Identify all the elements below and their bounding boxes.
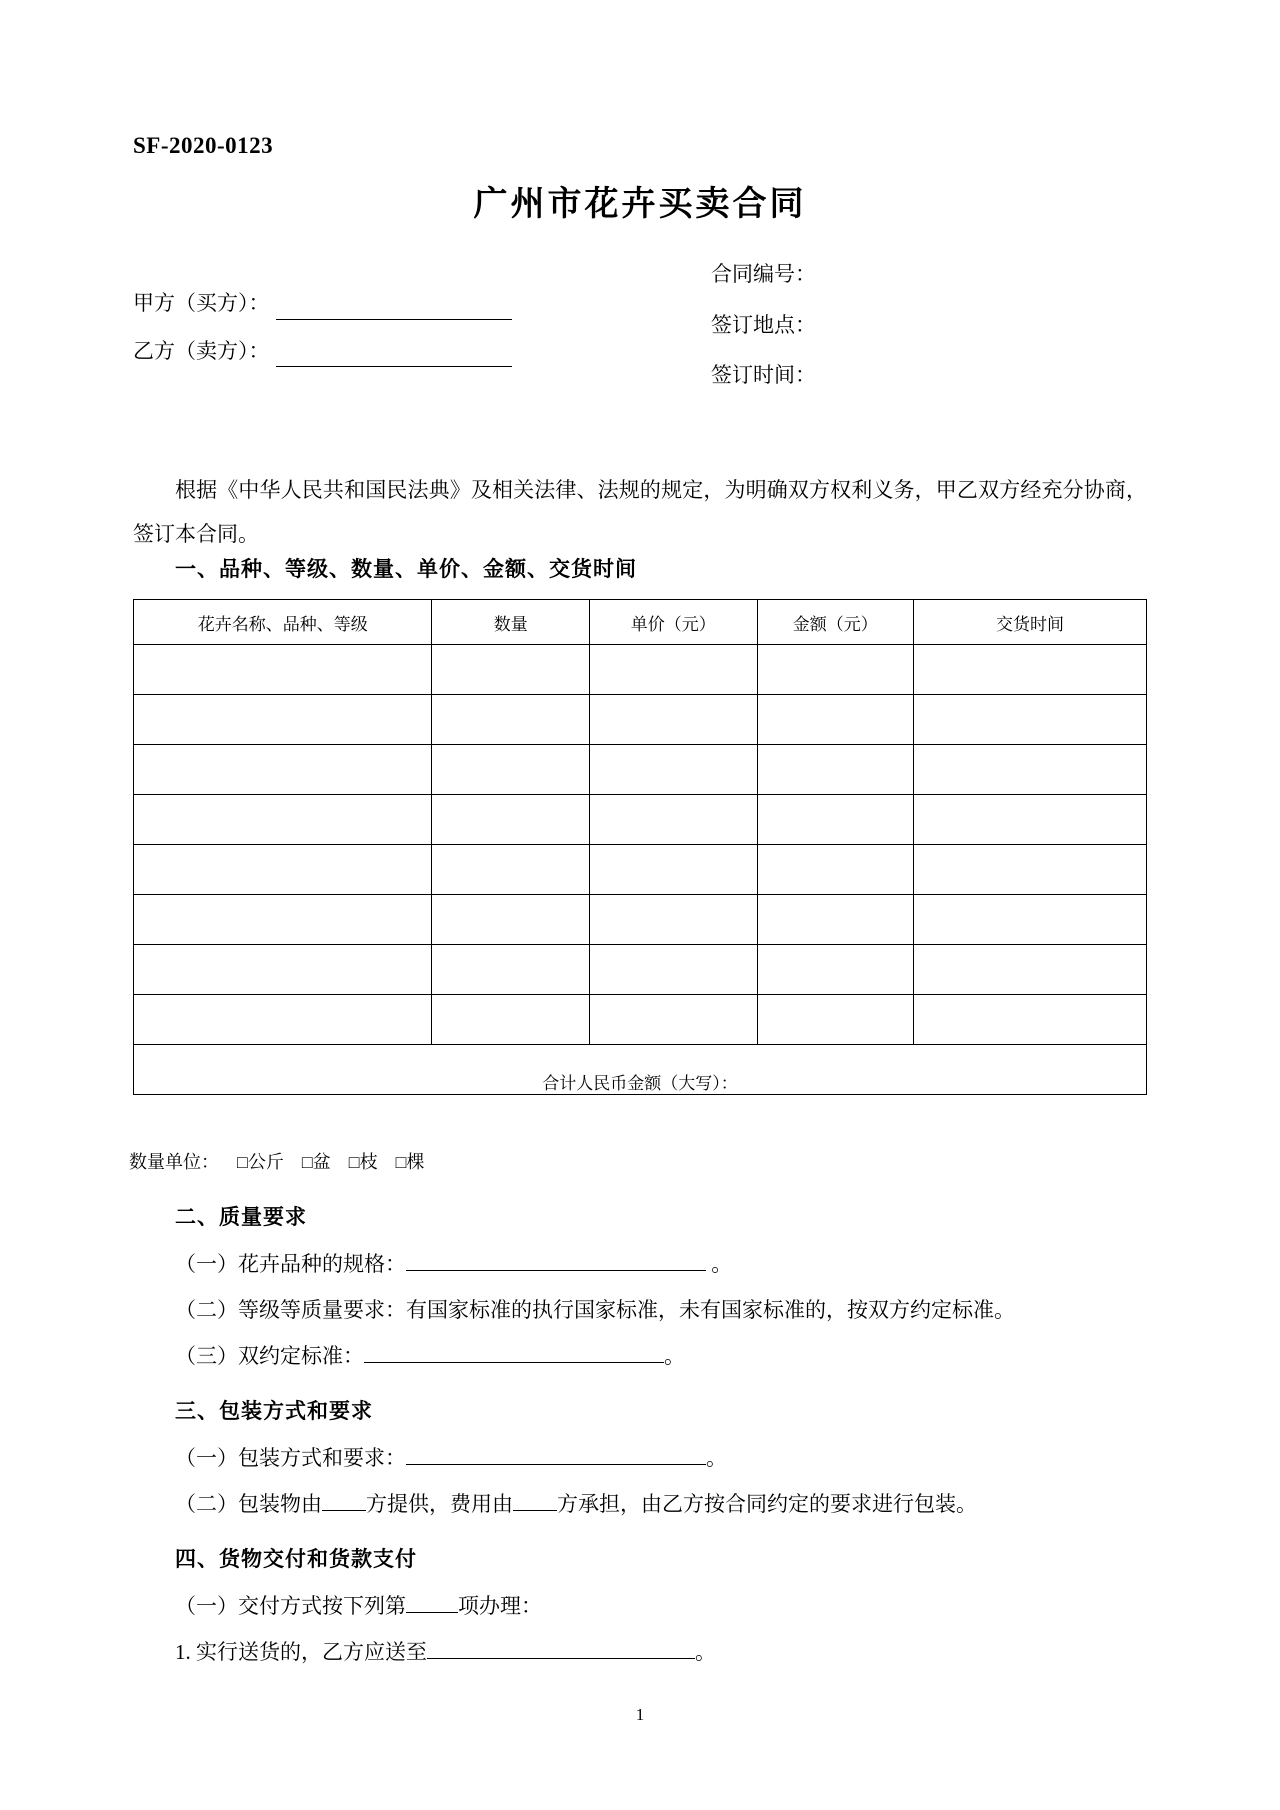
intro-paragraph: 根据《中华人民共和国民法典》及相关法律、法规的规定，为明确双方权利义务，甲乙双方经充分协商，签订本合同。 <box>133 478 1147 546</box>
clause-delivery-1-text-a: （一）交付方式按下列第 <box>175 1594 406 1618</box>
clause-packaging-2-input-bearer[interactable] <box>513 1492 557 1511</box>
cell-qty[interactable] <box>432 845 590 895</box>
cell-qty[interactable] <box>432 645 590 695</box>
clause-quality-2: （二）等级等质量要求：有国家标准的执行国家标准，未有国家标准的，按双方约定标准。 <box>175 1298 1015 1322</box>
cell-amount[interactable] <box>757 645 913 695</box>
sign-place-label: 签订地点： <box>711 312 816 337</box>
cell-time[interactable] <box>913 845 1146 895</box>
parties-left-column <box>133 288 693 383</box>
cell-amount[interactable] <box>757 745 913 795</box>
table-row <box>134 795 1147 845</box>
cell-qty[interactable] <box>432 995 590 1045</box>
section-heading-three: 三、包装方式和要求 <box>175 1399 373 1423</box>
clause-quality-1-end: 。 <box>711 1252 733 1276</box>
page-number: 1 <box>635 1705 645 1724</box>
clause-packaging-1 <box>133 1435 1147 1481</box>
column-header-qty: 数量 <box>432 600 590 645</box>
clause-quality-1-text: （一）花卉品种的规格： <box>175 1252 406 1276</box>
cell-name[interactable] <box>134 995 432 1045</box>
cell-name[interactable] <box>134 895 432 945</box>
checkbox-icon: □ <box>301 1152 313 1172</box>
goods-table <box>133 599 1147 1095</box>
clause-packaging-2-text-c: 方承担，由乙方按合同约定的要求进行包装。 <box>557 1492 977 1516</box>
quantity-unit-line <box>129 1148 425 1174</box>
column-header-time: 交货时间 <box>913 600 1146 645</box>
cell-name[interactable] <box>134 945 432 995</box>
checkbox-icon: □ <box>348 1152 360 1172</box>
table-row <box>134 895 1147 945</box>
checkbox-label-kilogram: 公斤 <box>247 1152 284 1172</box>
sign-time-label: 签订时间： <box>711 363 816 388</box>
table-row <box>134 845 1147 895</box>
cell-amount[interactable] <box>757 795 913 845</box>
page-title: 广州市花卉买卖合同 <box>473 184 807 224</box>
document-code: SF-2020-0123 <box>133 133 274 158</box>
cell-time[interactable] <box>913 745 1146 795</box>
table-header-row <box>134 600 1147 645</box>
parties-right-column <box>711 258 1131 410</box>
cell-name[interactable] <box>134 845 432 895</box>
cell-name[interactable] <box>134 795 432 845</box>
clause-packaging-1-input[interactable] <box>406 1446 706 1465</box>
cell-name[interactable] <box>134 745 432 795</box>
parties-block <box>133 258 1147 388</box>
clause-quality-3-end: 。 <box>664 1344 685 1368</box>
cell-time[interactable] <box>913 995 1146 1045</box>
cell-qty[interactable] <box>432 895 590 945</box>
clause-delivery-1-text-b: 项办理： <box>458 1594 542 1618</box>
clause-packaging-2 <box>133 1481 1147 1527</box>
cell-amount[interactable] <box>757 995 913 1045</box>
buyer-input-line[interactable] <box>276 299 512 320</box>
cell-price[interactable] <box>590 945 758 995</box>
cell-name[interactable] <box>134 645 432 695</box>
section-heading-four: 四、货物交付和货款支付 <box>175 1547 417 1571</box>
clause-delivery-1 <box>133 1583 1147 1629</box>
cell-amount[interactable] <box>757 895 913 945</box>
section-heading-two: 二、质量要求 <box>175 1205 307 1229</box>
seller-label: 乙方（卖方）： <box>133 338 270 363</box>
clause-packaging-2-text-b: 方提供，费用由 <box>366 1492 513 1516</box>
cell-price[interactable] <box>590 695 758 745</box>
quantity-unit-label: 数量单位： <box>129 1152 219 1172</box>
contract-number-label: 合同编号： <box>711 262 816 286</box>
cell-time[interactable] <box>913 895 1146 945</box>
cell-price[interactable] <box>590 895 758 945</box>
clause-delivery-1-input[interactable] <box>406 1594 458 1613</box>
cell-qty[interactable] <box>432 745 590 795</box>
clause-packaging-2-input-provider[interactable] <box>322 1492 366 1511</box>
cell-amount[interactable] <box>757 845 913 895</box>
table-body <box>134 645 1147 1095</box>
seller-input-line[interactable] <box>276 346 512 367</box>
clause-delivery-2-input[interactable] <box>427 1640 695 1659</box>
buyer-row <box>133 288 693 320</box>
column-header-name: 花卉名称、品种、等级 <box>134 600 432 645</box>
cell-name[interactable] <box>134 695 432 745</box>
clause-packaging-1-text: （一）包装方式和要求： <box>175 1446 406 1470</box>
cell-qty[interactable] <box>432 945 590 995</box>
table-row <box>134 745 1147 795</box>
clause-quality-3-text: （三）双约定标准： <box>175 1344 364 1368</box>
section-heading-one: 一、品种、等级、数量、单价、金额、交货时间 <box>175 557 637 581</box>
cell-qty[interactable] <box>432 795 590 845</box>
cell-time[interactable] <box>913 945 1146 995</box>
clause-quality-3-input[interactable] <box>364 1344 664 1363</box>
cell-time[interactable] <box>913 795 1146 845</box>
checkbox-unit-plant[interactable] <box>396 1152 425 1172</box>
seller-row <box>133 336 693 368</box>
clause-packaging-1-end: 。 <box>706 1446 727 1470</box>
cell-price[interactable] <box>590 745 758 795</box>
checkbox-icon: □ <box>237 1152 248 1172</box>
cell-price[interactable] <box>590 795 758 845</box>
cell-amount[interactable] <box>757 695 913 745</box>
table-row <box>134 995 1147 1045</box>
table-row <box>134 695 1147 745</box>
cell-price[interactable] <box>590 845 758 895</box>
clause-delivery-2-text-a: 1. 实行送货的，乙方应送至 <box>175 1640 427 1664</box>
clause-delivery-2-text-b: 。 <box>695 1640 716 1664</box>
table-row <box>134 645 1147 695</box>
table-total-row <box>134 1045 1147 1095</box>
cell-price[interactable] <box>590 645 758 695</box>
clause-delivery-2 <box>133 1629 1147 1675</box>
checkbox-label-plant: 棵 <box>406 1152 425 1172</box>
clause-packaging-2-text-a: （二）包装物由 <box>175 1492 322 1516</box>
lower-sections <box>133 1185 1147 1675</box>
checkbox-label-stem: 枝 <box>359 1152 378 1172</box>
cell-price[interactable] <box>590 995 758 1045</box>
buyer-label: 甲方（买方）： <box>133 291 270 315</box>
checkbox-unit-pot[interactable] <box>302 1152 331 1172</box>
column-header-price: 单价（元） <box>590 600 758 645</box>
cell-qty[interactable] <box>432 695 590 745</box>
clause-quality-1-input[interactable] <box>406 1252 706 1271</box>
column-header-amount: 金额（元） <box>757 600 913 645</box>
clause-quality-1 <box>133 1241 1147 1287</box>
table-row <box>134 945 1147 995</box>
cell-time[interactable] <box>913 695 1146 745</box>
checkbox-unit-stem[interactable] <box>349 1152 378 1172</box>
cell-time[interactable] <box>913 645 1146 695</box>
cell-amount[interactable] <box>757 945 913 995</box>
checkbox-unit-kilogram[interactable] <box>237 1152 284 1172</box>
total-amount-label[interactable]: 合计人民币金额（大写）： <box>134 1045 1147 1095</box>
clause-quality-3 <box>133 1333 1147 1379</box>
checkbox-icon: □ <box>395 1152 407 1172</box>
checkbox-label-pot: 盆 <box>312 1152 331 1172</box>
